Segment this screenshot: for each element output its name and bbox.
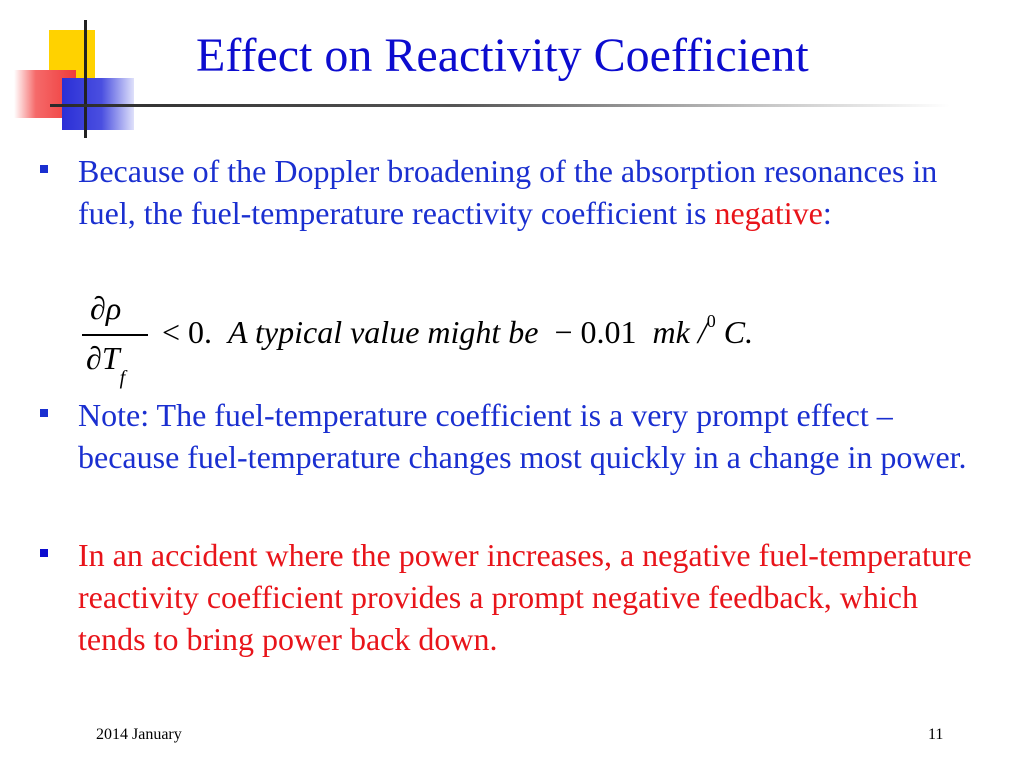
formula-numerator: ∂ρ	[90, 290, 122, 326]
corner-decoration	[0, 0, 130, 150]
deco-vertical-line	[84, 20, 87, 138]
slide-title: Effect on Reactivity Coefficient	[196, 29, 809, 82]
page-number: 11	[928, 726, 944, 743]
formula-denominator: $\partial T_f$	[86, 340, 126, 390]
negative-highlight: negative	[714, 195, 823, 231]
formula-rest: < 0. A typical value might be − 0.01 mk /$^0$ C.	[162, 311, 754, 350]
bullet-text: Because of the Doppler broadening of the absorption resonances in fuel, the fuel-temperature reactivity coefficient is negative:	[78, 153, 938, 231]
fraction-bar	[82, 334, 148, 336]
footer-date: 2014 January	[96, 726, 182, 743]
bullet-marker	[40, 549, 48, 557]
bullet-note	[28, 394, 988, 478]
title-underline	[50, 104, 950, 107]
bullet-marker	[40, 165, 48, 173]
bullet-doppler	[28, 150, 988, 234]
bullet-marker	[40, 409, 48, 417]
bullet-text: Note: The fuel-temperature coefficient is a very prompt effect – because fuel-temperature changes most quickly in a change in power.	[78, 397, 967, 475]
bullet-text: In an accident where the power increases, a negative fuel-temperature reactivity coefficient provides a prompt negative feedback, which tends to bring power back down.	[78, 537, 972, 657]
bullet-accident	[28, 534, 988, 660]
